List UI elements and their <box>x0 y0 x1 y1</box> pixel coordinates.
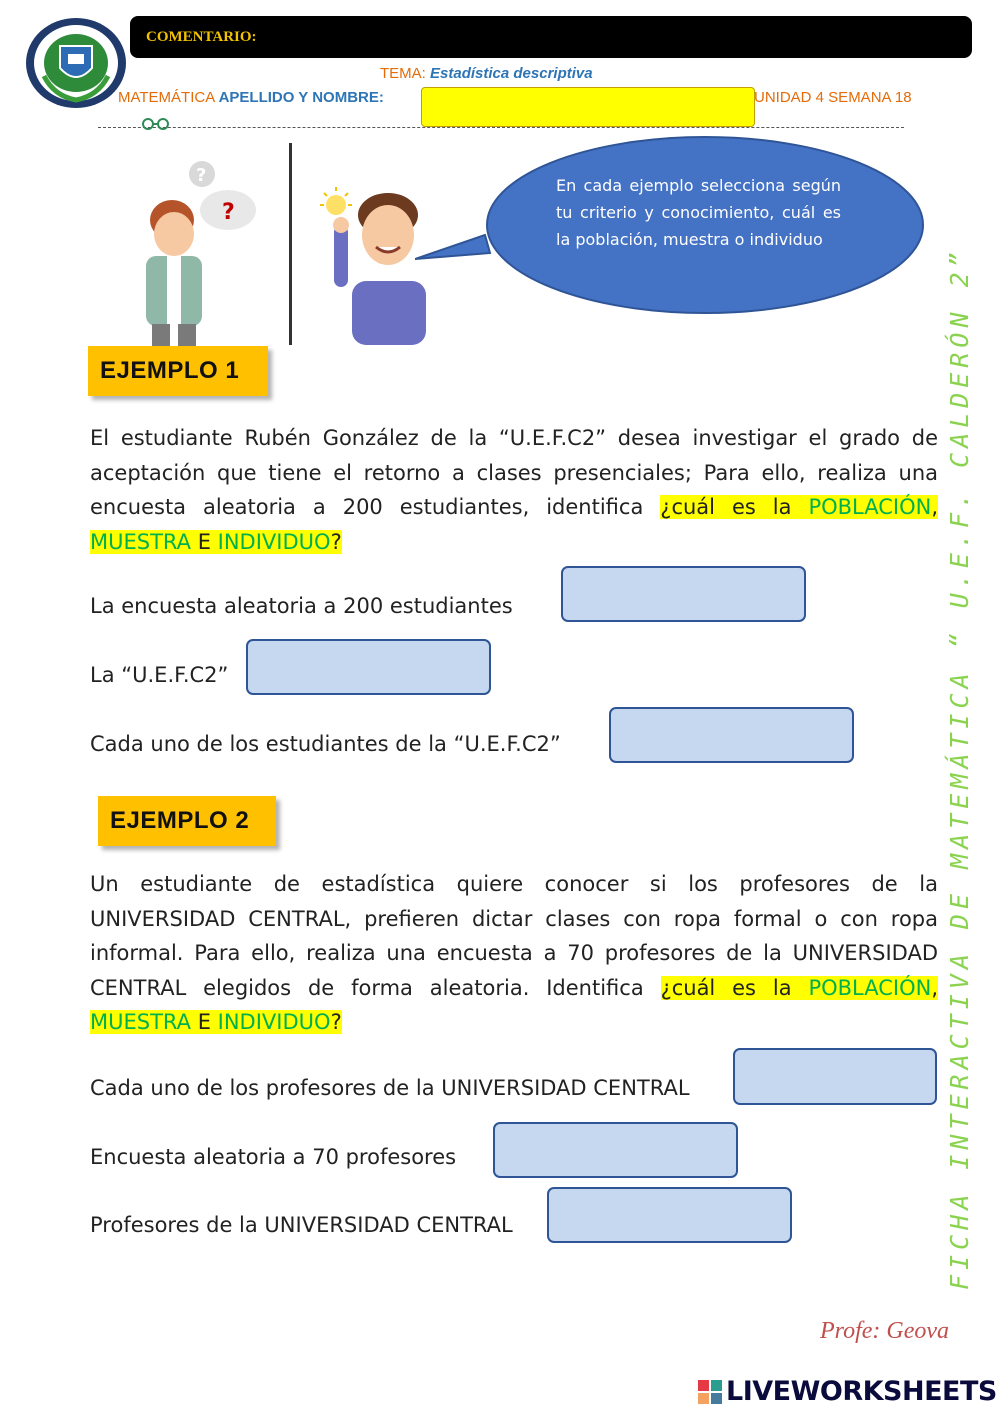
example-2-poblacion: POBLACIÓN <box>808 975 932 1000</box>
example-2-individuo: INDIVIDUO <box>217 1010 331 1034</box>
svg-text:?: ? <box>196 165 207 186</box>
example-1-paragraph <box>90 421 938 559</box>
glasses-icon <box>136 117 176 131</box>
example-1-comma: , <box>931 495 939 519</box>
example-1-heading: EJEMPLO 1 <box>88 346 268 396</box>
example-1-e: E <box>191 529 218 554</box>
subject-line <box>118 89 384 106</box>
example-1-item-1-label: La encuesta aleatoria a 200 estudiantes <box>90 594 513 618</box>
example-1-question-start: ¿cuál es la <box>660 495 809 519</box>
example-2-item-3-label: Profesores de la UNIVERSIDAD CENTRAL <box>90 1213 513 1237</box>
liveworksheets-logo-icon <box>698 1380 722 1404</box>
example-2-answer-3[interactable] <box>547 1187 792 1243</box>
teacher-signature: Profe: Geova <box>820 1318 950 1344</box>
bubble-instruction-text: En cada ejemplo selecciona según tu criterio y conocimiento, cuál es la población, muestra o individuo <box>556 176 841 249</box>
example-2-e: E <box>191 1010 218 1034</box>
example-2-answer-2[interactable] <box>493 1122 738 1178</box>
comment-label: COMENTARIO: <box>146 29 257 45</box>
topic-line <box>380 65 593 82</box>
topic-value: Estadística descriptiva <box>430 65 593 82</box>
thinking-boy-illustration <box>136 160 286 346</box>
school-logo <box>24 16 128 110</box>
name-input[interactable] <box>421 87 755 127</box>
unit-label: UNIDAD 4 SEMANA 18 <box>754 89 912 106</box>
example-1-individuo: INDIVIDUO <box>217 529 331 554</box>
example-1-item-2-label: La “U.E.F.C2” <box>90 663 229 687</box>
example-2-heading: EJEMPLO 2 <box>98 796 276 846</box>
topic-label: TEMA: <box>380 65 426 82</box>
example-1-item-3-label: Cada uno de los estudiantes de la “U.E.F.C2” <box>90 732 561 756</box>
side-vertical-label: FICHA INTERACTIVA DE MATEMÁTICA “ U.E.F. CALDERÓN 2” <box>945 247 974 1290</box>
illustration-divider <box>289 143 292 345</box>
example-1-question-end: ? <box>330 529 342 554</box>
subject-label: MATEMÁTICA <box>118 89 215 106</box>
liveworksheets-brand[interactable]: LIVEWORKSHEETS <box>726 1376 997 1407</box>
example-2-question-end: ? <box>330 1010 342 1034</box>
example-2-question-start: ¿cuál es la <box>660 975 809 1000</box>
example-1-answer-3[interactable] <box>609 707 854 763</box>
header-divider <box>98 127 904 128</box>
example-1-answer-2[interactable] <box>246 639 491 695</box>
example-1-answer-1[interactable] <box>561 566 806 622</box>
example-2-comma: , <box>931 975 938 1000</box>
example-2-answer-1[interactable] <box>733 1048 937 1105</box>
svg-text:?: ? <box>222 200 235 225</box>
example-2-item-2-label: Encuesta aleatoria a 70 profesores <box>90 1145 457 1169</box>
example-1-muestra: MUESTRA <box>90 529 192 554</box>
example-1-poblacion: POBLACIÓN <box>808 495 932 519</box>
example-1-statement: El estudiante Rubén González de la “U.E.F.C2” desea investigar el grado de aceptación que tiene el retorno a clases presenciales; Para ello, realiza una encuesta aleatoria a 200 estudiantes, identifica <box>90 426 938 519</box>
example-2-statement: Un estudiante de estadística quiere conocer si los profesores de la UNIVERSIDAD CENTRAL, prefieren dictar clases con ropa formal o con ropa informal. Para ello, realiza una encuesta a 70 profesores de la UNIVERSIDAD CENTRAL elegidos de forma aleatoria. Identifica <box>90 872 938 1000</box>
example-2-muestra: MUESTRA <box>90 1010 192 1034</box>
name-label: APELLIDO Y NOMBRE: <box>218 89 384 106</box>
example-2-item-1-label: Cada uno de los profesores de la UNIVERSIDAD CENTRAL <box>90 1076 690 1100</box>
example-2-paragraph <box>90 867 938 1040</box>
